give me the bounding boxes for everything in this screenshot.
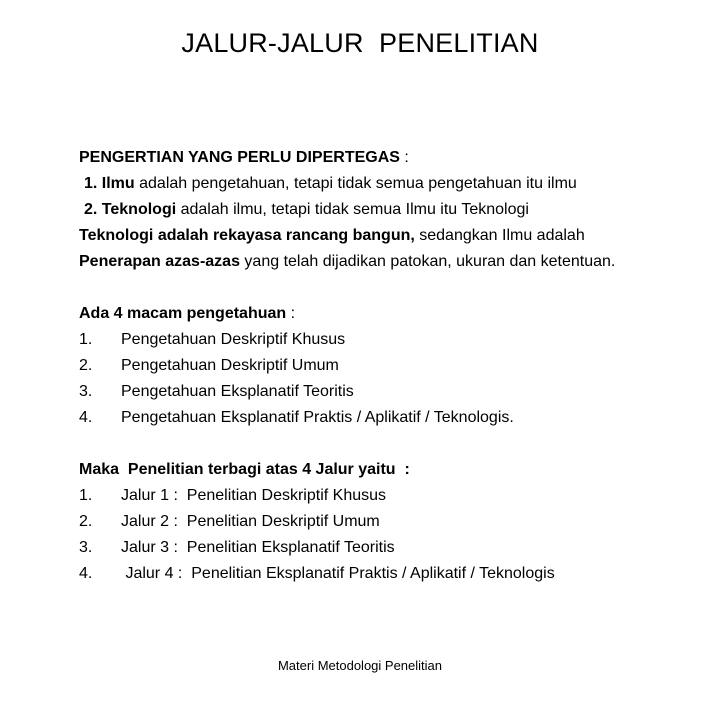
list-item bbox=[79, 535, 709, 561]
list-item-text: Jalur 4 : Penelitian Eksplanatif Praktis / Aplikatif / Teknologis bbox=[121, 565, 555, 582]
definition-teknologi bbox=[79, 197, 709, 223]
teknologi-statement-text: sedangkan Ilmu adalah bbox=[414, 227, 585, 244]
ilmu-statement-text: yang telah dijadikan patokan, ukuran dan ketentuan. bbox=[239, 253, 616, 270]
list-item-number: 3. bbox=[79, 539, 93, 556]
definition-ilmu-text: adalah pengetahuan, tetapi tidak semua pengetahuan itu ilmu bbox=[134, 175, 577, 192]
section2-heading-bold: Ada 4 macam pengetahuan bbox=[79, 305, 287, 322]
teknologi-statement-bold: Teknologi adalah rekayasa rancang bangun, bbox=[79, 227, 415, 244]
list-item bbox=[79, 483, 709, 509]
list-item bbox=[79, 561, 709, 587]
list-item bbox=[79, 509, 709, 535]
list-item-text: Pengetahuan Eksplanatif Teoritis bbox=[121, 383, 354, 400]
list-item-number: 2. bbox=[79, 513, 93, 530]
section3-heading bbox=[79, 457, 709, 483]
list-item-number: 1. bbox=[79, 331, 93, 348]
definition-ilmu-term: 1. Ilmu bbox=[84, 175, 135, 192]
list-item-text: Pengetahuan Deskriptif Khusus bbox=[121, 331, 346, 348]
list-item-text: Jalur 3 : Penelitian Eksplanatif Teoritis bbox=[121, 539, 395, 556]
content-body bbox=[79, 145, 709, 587]
page-footer: Materi Metodologi Penelitian bbox=[277, 658, 443, 673]
ilmu-statement bbox=[79, 249, 709, 275]
section2-heading-colon: : bbox=[286, 305, 296, 322]
list-item bbox=[79, 327, 709, 353]
section1-heading-colon: : bbox=[399, 149, 409, 166]
list-item-number: 4. bbox=[79, 409, 93, 426]
list-item-number: 4. bbox=[79, 565, 93, 582]
definition-teknologi-term: 2. Teknologi bbox=[84, 201, 177, 218]
list-item bbox=[79, 353, 709, 379]
ilmu-statement-bold: Penerapan azas-azas bbox=[79, 253, 240, 270]
section1-heading bbox=[79, 145, 709, 171]
page-title: JALUR-JALUR PENELITIAN bbox=[181, 28, 539, 58]
spacer bbox=[79, 431, 709, 457]
section3-heading-bold: Maka Penelitian terbagi atas 4 Jalur yaitu : bbox=[79, 461, 410, 478]
spacer bbox=[79, 275, 709, 301]
list-item-number: 3. bbox=[79, 383, 93, 400]
section2-heading bbox=[79, 301, 709, 327]
list-item-text: Jalur 2 : Penelitian Deskriptif Umum bbox=[121, 513, 380, 530]
definition-ilmu bbox=[79, 171, 709, 197]
list-item-number: 1. bbox=[79, 487, 93, 504]
list-item-text: Pengetahuan Eksplanatif Praktis / Aplikatif / Teknologis. bbox=[121, 409, 514, 426]
teknologi-statement bbox=[79, 223, 709, 249]
list-item bbox=[79, 405, 709, 431]
list-item-number: 2. bbox=[79, 357, 93, 374]
list-item-text: Jalur 1 : Penelitian Deskriptif Khusus bbox=[121, 487, 387, 504]
definition-teknologi-text: adalah ilmu, tetapi tidak semua Ilmu itu Teknologi bbox=[176, 201, 529, 218]
list-item bbox=[79, 379, 709, 405]
section1-heading-bold: PENGERTIAN YANG PERLU DIPERTEGAS bbox=[79, 149, 400, 166]
list-item-text: Pengetahuan Deskriptif Umum bbox=[121, 357, 339, 374]
